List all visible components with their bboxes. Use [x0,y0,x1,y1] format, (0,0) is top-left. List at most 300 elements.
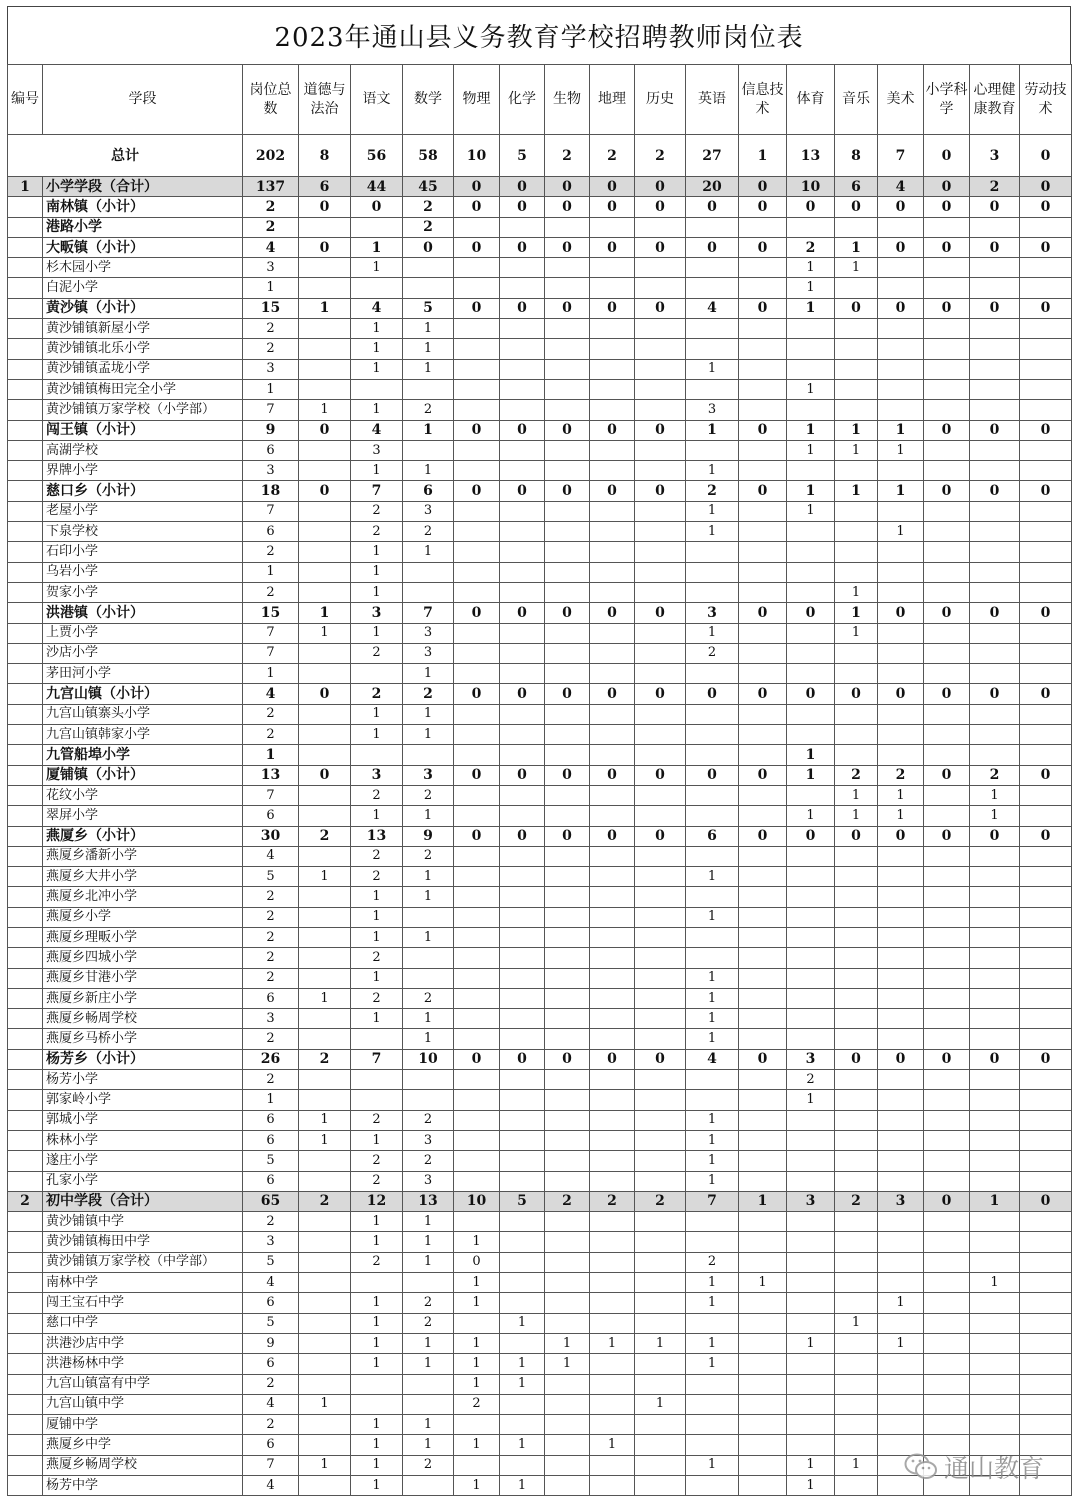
row-number [8,1029,43,1049]
table-cell [924,725,970,745]
table-cell [835,319,878,339]
table-cell: 1 [787,1333,835,1353]
table-cell [787,1394,835,1414]
table-cell [924,562,970,582]
table-cell [454,806,500,826]
table-cell [545,562,590,582]
page-title: 2023年通山县义务教育学校招聘教师岗位表 [7,6,1071,64]
table-cell: 0 [590,177,635,197]
table-cell [686,1476,739,1496]
table-cell [1020,1110,1072,1130]
table-cell: 2 [243,197,299,217]
table-cell: 30 [243,826,299,846]
table-cell [454,1151,500,1171]
table-cell: 1 [878,420,924,440]
table-cell [500,927,545,947]
table-cell: 0 [545,298,590,318]
table-cell: 2 [351,684,403,704]
table-cell: 2 [403,1293,454,1313]
table-cell: 2 [403,197,454,217]
table-cell: 1 [835,603,878,623]
total-cell: 202 [243,135,299,177]
table-cell [454,258,500,278]
table-cell [635,623,686,643]
table-cell [545,846,590,866]
table-cell [924,461,970,481]
table-cell: 6 [686,826,739,846]
table-cell [635,1070,686,1090]
table-cell: 0 [500,603,545,623]
table-cell [835,1415,878,1435]
table-cell [835,400,878,420]
table-cell: 20 [686,177,739,197]
school-row [8,522,1072,542]
row-name: 黄沙铺镇梅田完全小学 [43,379,243,399]
table-cell: 1 [835,785,878,805]
table-cell [970,623,1020,643]
table-cell: 0 [545,765,590,785]
table-cell: 1 [970,806,1020,826]
table-cell [787,846,835,866]
table-cell [924,1110,970,1130]
table-cell [970,867,1020,887]
table-cell [970,1151,1020,1171]
table-cell [686,562,739,582]
table-cell: 2 [403,522,454,542]
table-cell [970,440,1020,460]
table-cell [403,948,454,968]
total-label: 总计 [8,135,243,177]
table-cell [500,359,545,379]
row-name: 闯王镇（小计） [43,420,243,440]
table-cell [924,1313,970,1333]
table-cell [1020,400,1072,420]
table-cell [635,217,686,237]
table-cell [739,1415,787,1435]
row-name: 黄沙铺镇中学 [43,1212,243,1232]
table-cell [500,440,545,460]
row-name: 洪港镇（小计） [43,603,243,623]
table-cell [590,501,635,521]
table-cell: 1 [403,725,454,745]
table-cell: 2 [243,1212,299,1232]
table-cell [739,785,787,805]
table-cell [545,1273,590,1293]
table-cell [835,1090,878,1110]
row-number [8,927,43,947]
table-cell [590,1151,635,1171]
table-cell [500,339,545,359]
table-cell [970,582,1020,602]
table-cell [686,440,739,460]
table-cell [351,1394,403,1414]
table-cell [739,400,787,420]
table-cell [686,1212,739,1232]
table-cell: 3 [403,765,454,785]
table-cell [787,1354,835,1374]
table-cell [545,806,590,826]
table-cell: 1 [351,1313,403,1333]
table-cell [878,643,924,663]
table-cell: 4 [243,237,299,257]
table-cell: 2 [243,948,299,968]
table-cell [590,319,635,339]
table-cell: 2 [351,948,403,968]
row-number: 2 [8,1191,43,1211]
table-cell [924,1232,970,1252]
table-cell [924,1273,970,1293]
table-cell: 0 [590,826,635,846]
table-cell [739,1130,787,1150]
table-cell [590,643,635,663]
table-cell: 1 [299,400,351,420]
table-cell: 0 [454,765,500,785]
table-cell: 1 [686,1293,739,1313]
table-cell [454,846,500,866]
table-cell: 0 [1020,298,1072,318]
table-cell: 2 [970,177,1020,197]
table-cell [924,319,970,339]
table-cell: 1 [351,237,403,257]
school-row [8,542,1072,562]
table-cell: 2 [970,765,1020,785]
table-cell [635,440,686,460]
table-cell [739,1171,787,1191]
table-cell: 0 [635,1049,686,1069]
subtotal-row [8,197,1072,217]
table-cell [878,948,924,968]
table-cell [835,1435,878,1455]
table-cell [545,319,590,339]
school-row [8,725,1072,745]
row-name: 燕厦乡马桥小学 [43,1029,243,1049]
table-cell [835,1151,878,1171]
table-cell: 0 [454,298,500,318]
row-name: 燕厦乡（小计） [43,826,243,846]
table-cell [545,522,590,542]
column-header: 数学 [403,65,454,135]
table-cell: 1 [686,501,739,521]
table-cell [500,501,545,521]
row-number [8,1476,43,1496]
table-cell [545,745,590,765]
row-name: 燕厦乡北冲小学 [43,887,243,907]
table-cell [299,1009,351,1029]
table-cell [878,542,924,562]
table-cell: 1 [403,1415,454,1435]
table-cell [500,1333,545,1353]
row-number [8,400,43,420]
table-cell: 2 [299,1049,351,1069]
table-cell [686,1374,739,1394]
table-cell: 1 [835,1455,878,1475]
table-cell: 2 [243,704,299,724]
row-number [8,319,43,339]
table-cell: 0 [970,420,1020,440]
table-cell: 1 [835,420,878,440]
table-cell [454,562,500,582]
table-cell [739,582,787,602]
table-cell [1020,379,1072,399]
table-cell [924,1374,970,1394]
table-cell [878,1090,924,1110]
table-cell [878,927,924,947]
table-cell [739,643,787,663]
table-cell [500,522,545,542]
table-cell [500,1293,545,1313]
table-cell [739,1293,787,1313]
table-cell [739,1435,787,1455]
table-cell [1020,1354,1072,1374]
table-cell [500,907,545,927]
table-cell [403,1273,454,1293]
subtotal-row [8,237,1072,257]
table-cell [635,1151,686,1171]
table-cell: 0 [739,481,787,501]
row-number [8,806,43,826]
table-cell: 1 [243,278,299,298]
table-cell [787,339,835,359]
table-cell [299,542,351,562]
table-cell [739,887,787,907]
school-row [8,1009,1072,1029]
table-cell [739,1070,787,1090]
table-cell: 1 [351,1415,403,1435]
table-cell: 5 [403,298,454,318]
table-cell: 1 [299,988,351,1008]
table-cell [787,1110,835,1130]
table-cell: 1 [878,481,924,501]
table-cell [545,461,590,481]
column-header: 化学 [500,65,545,135]
table-cell: 0 [924,684,970,704]
table-cell [878,359,924,379]
table-cell: 0 [590,197,635,217]
total-cell: 13 [787,135,835,177]
table-cell [590,400,635,420]
table-cell: 0 [545,1049,590,1069]
school-row [8,988,1072,1008]
total-cell: 58 [403,135,454,177]
row-number [8,1313,43,1333]
table-cell: 2 [243,1029,299,1049]
table-cell [635,785,686,805]
table-cell [500,379,545,399]
table-cell [545,867,590,887]
table-cell [500,582,545,602]
table-cell: 13 [351,826,403,846]
table-cell: 2 [787,1070,835,1090]
row-number [8,298,43,318]
row-number [8,684,43,704]
total-cell: 2 [590,135,635,177]
table-cell [970,379,1020,399]
table-cell: 4 [243,1394,299,1414]
table-cell [635,1212,686,1232]
table-cell: 0 [454,826,500,846]
table-cell: 0 [924,177,970,197]
row-number [8,1110,43,1130]
table-cell: 6 [243,988,299,1008]
table-cell [924,1394,970,1414]
table-cell [545,704,590,724]
table-cell: 0 [351,197,403,217]
table-cell [635,664,686,684]
table-cell: 1 [351,319,403,339]
row-number [8,1171,43,1191]
table-cell: 1 [351,339,403,359]
table-cell [545,1029,590,1049]
row-number [8,1435,43,1455]
table-cell [635,1293,686,1313]
table-cell: 1 [243,664,299,684]
school-row [8,582,1072,602]
table-cell: 0 [970,481,1020,501]
table-cell [924,1171,970,1191]
total-cell: 2 [635,135,686,177]
table-cell: 7 [403,603,454,623]
table-cell [878,1394,924,1414]
table-cell: 1 [635,1333,686,1353]
table-cell [299,461,351,481]
row-name: 燕厦乡四城小学 [43,948,243,968]
table-cell [686,1435,739,1455]
table-cell [454,907,500,927]
table-cell: 1 [686,623,739,643]
table-cell [970,1009,1020,1029]
table-cell: 6 [243,522,299,542]
table-cell [739,846,787,866]
table-cell [970,704,1020,724]
table-cell [878,1252,924,1272]
school-row [8,359,1072,379]
table-cell [835,501,878,521]
table-cell [635,1476,686,1496]
row-number [8,1415,43,1435]
table-cell [878,704,924,724]
table-cell [924,623,970,643]
table-cell [1020,1394,1072,1414]
table-cell: 1 [686,420,739,440]
table-cell [835,461,878,481]
table-cell [1020,725,1072,745]
school-row [8,319,1072,339]
table-cell [500,867,545,887]
row-number [8,420,43,440]
table-cell: 1 [686,1354,739,1374]
table-cell [403,968,454,988]
table-cell [299,1212,351,1232]
subtotal-row [8,745,1072,765]
table-cell [970,1110,1020,1130]
table-cell [787,1273,835,1293]
table-cell [1020,278,1072,298]
table-cell [739,319,787,339]
table-cell [299,359,351,379]
table-cell: 0 [299,481,351,501]
table-cell: 10 [787,177,835,197]
table-cell [500,1130,545,1150]
table-cell [787,217,835,237]
table-cell [686,927,739,947]
table-cell: 1 [351,1293,403,1313]
row-name: 燕厦乡理畈小学 [43,927,243,947]
table-cell [590,988,635,1008]
row-number [8,217,43,237]
table-cell [500,1252,545,1272]
row-name: 界牌小学 [43,461,243,481]
school-row [8,1252,1072,1272]
table-cell [970,1252,1020,1272]
table-cell [787,582,835,602]
table-cell [299,1374,351,1394]
table-cell [351,1273,403,1293]
table-cell [739,867,787,887]
table-cell [590,1354,635,1374]
table-cell [545,643,590,663]
table-cell: 2 [454,1394,500,1414]
table-cell [299,806,351,826]
table-cell [500,1009,545,1029]
table-cell: 15 [243,298,299,318]
table-cell [835,1252,878,1272]
table-cell [970,339,1020,359]
table-cell [924,1415,970,1435]
row-name: 高湖学校 [43,440,243,460]
table-cell: 0 [500,684,545,704]
table-cell [970,1171,1020,1191]
table-cell [787,948,835,968]
table-cell: 6 [243,1110,299,1130]
table-cell: 3 [403,643,454,663]
table-cell [686,785,739,805]
table-cell [787,1029,835,1049]
table-cell [590,542,635,562]
table-cell [835,278,878,298]
table-cell [739,501,787,521]
table-cell [1020,1252,1072,1272]
table-cell: 1 [835,1313,878,1333]
table-cell [739,359,787,379]
table-cell: 0 [590,420,635,440]
table-cell [739,704,787,724]
table-cell [1020,217,1072,237]
row-number [8,1455,43,1475]
table-cell: 0 [835,298,878,318]
row-number [8,1273,43,1293]
column-header: 英语 [686,65,739,135]
table-cell: 0 [970,298,1020,318]
table-cell [299,887,351,907]
table-cell: 6 [243,806,299,826]
table-cell: 1 [878,522,924,542]
table-cell [590,1252,635,1272]
table-cell [924,704,970,724]
table-cell [635,1252,686,1272]
table-cell [970,643,1020,663]
table-cell: 0 [299,237,351,257]
table-cell: 1 [835,237,878,257]
table-cell [545,217,590,237]
school-row [8,1415,1072,1435]
row-number [8,907,43,927]
column-header: 地理 [590,65,635,135]
row-number [8,1049,43,1069]
table-cell: 2 [351,1151,403,1171]
table-cell [835,887,878,907]
table-cell: 0 [739,177,787,197]
table-cell [970,988,1020,1008]
